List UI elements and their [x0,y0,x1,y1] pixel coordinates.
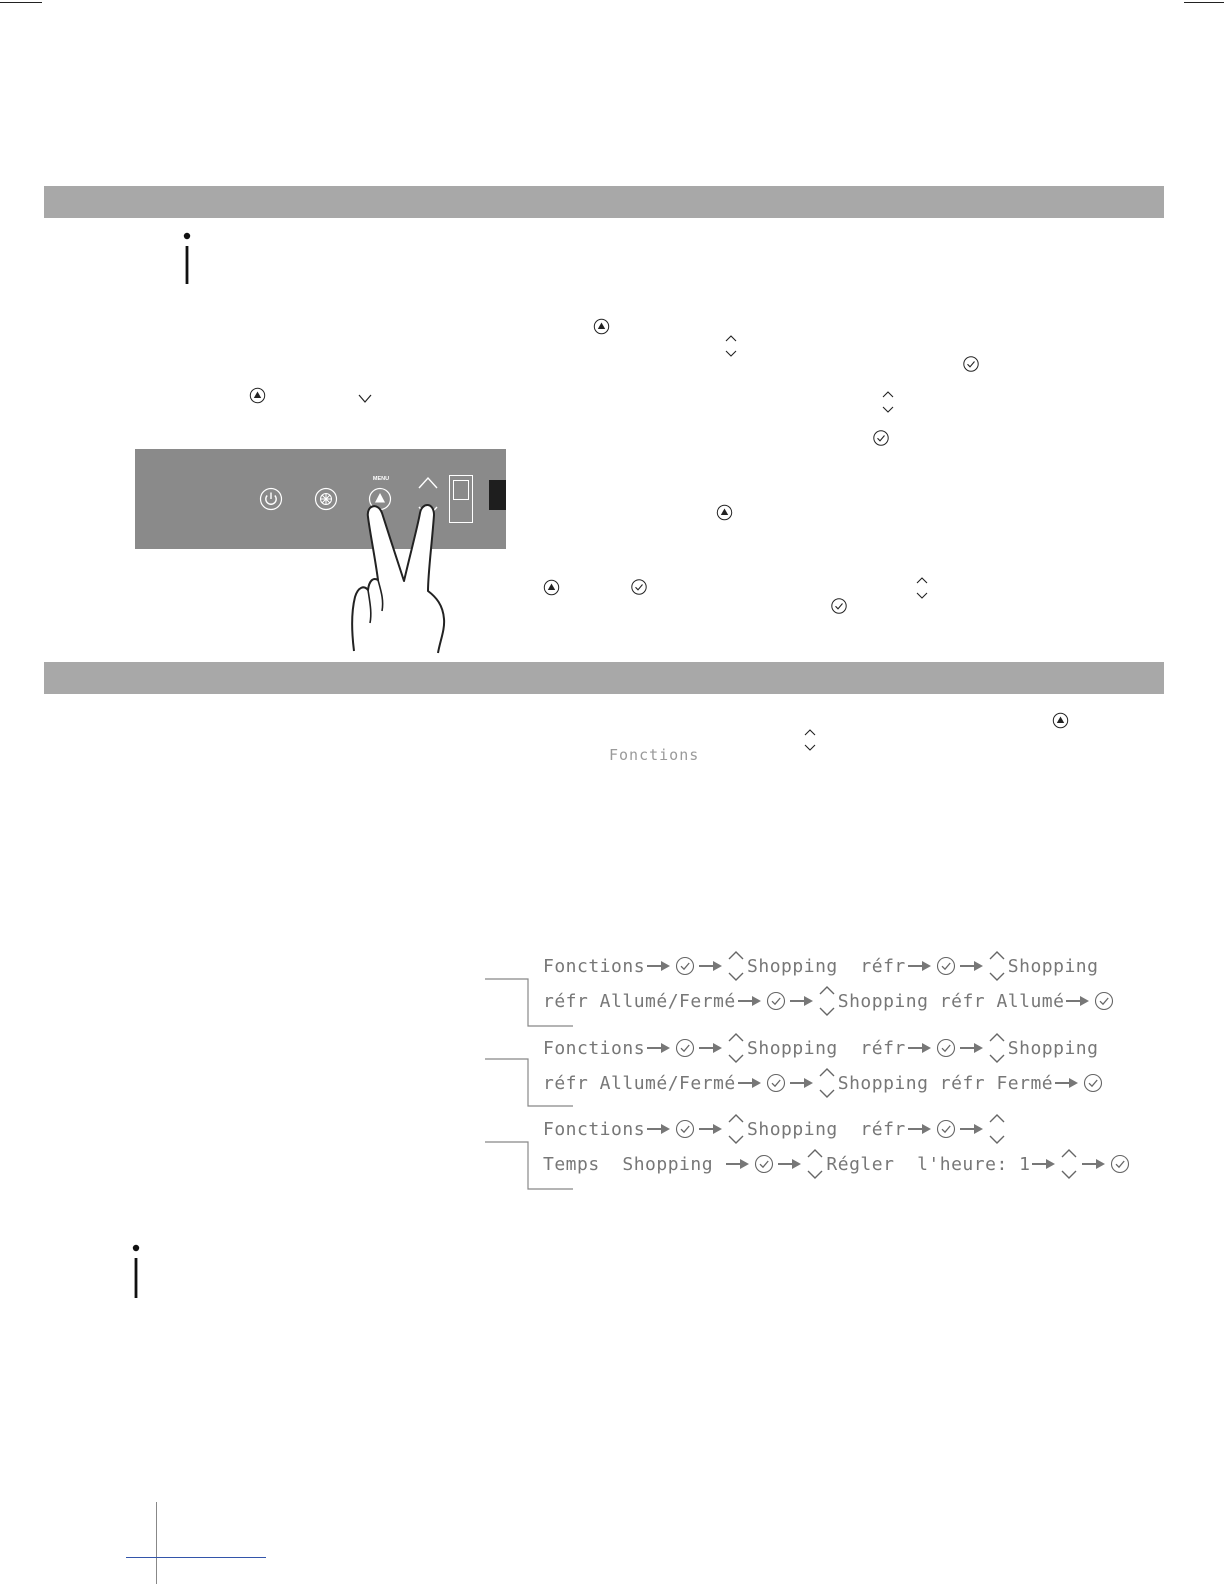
arrow-right-icon [908,1122,932,1136]
flow-line [543,1151,1132,1177]
check-circle-icon [1110,1154,1130,1174]
flow-step-text: Régler l'heure: 1 [826,1153,1031,1175]
up-down-chevron-icon [987,1112,1007,1146]
arrow-right-icon [647,1041,671,1055]
up-down-chevron-icon [802,728,818,752]
flow-step-text: Shopping [1007,955,1099,977]
flow-step-text: réfr Allumé/Fermé [543,990,736,1012]
flow-line [543,1035,1098,1061]
check-circle-icon [766,1073,786,1093]
check-circle-icon [630,578,648,596]
flow-step-text: Shopping réfr Fermé [837,1072,1054,1094]
menu-triangle-icon [716,504,733,521]
arrow-right-icon [960,1041,984,1055]
arrow-right-icon [1066,994,1090,1008]
up-down-chevron-icon [987,949,1007,983]
arrow-right-icon [738,994,762,1008]
check-circle-icon [936,1119,956,1139]
flow-line [543,1070,1105,1096]
flow-step-text: Fonctions [543,1037,646,1059]
up-down-chevron-icon [914,576,930,600]
arrow-right-icon [908,959,932,973]
check-circle-icon [1083,1073,1103,1093]
up-down-chevron-icon [987,1031,1007,1065]
arrow-right-icon [738,1076,762,1090]
arrow-right-icon [699,1041,723,1055]
check-circle-icon [754,1154,774,1174]
up-down-chevron-icon [726,949,746,983]
page-footer-vertical-rule [156,1502,157,1584]
check-circle-icon [962,355,980,373]
flow-line [543,1116,1008,1142]
menu-triangle-icon [593,318,610,335]
check-circle-icon [936,956,956,976]
check-circle-icon [675,956,695,976]
menu-triangle-icon [1052,712,1069,729]
info-icon [129,1244,143,1303]
arrow-right-icon [1082,1157,1106,1171]
arrow-right-icon [1032,1157,1056,1171]
arrow-right-icon [778,1157,802,1171]
check-circle-icon [1094,991,1114,1011]
check-circle-icon [675,1038,695,1058]
flow-step-text: Fonctions [543,1118,646,1140]
flow-line [543,953,1098,979]
flow-line [543,988,1116,1014]
flow-step-text: Shopping réfr [747,1037,906,1059]
menu-triangle-icon [249,387,266,404]
arrow-right-icon [960,1122,984,1136]
menu-triangle-icon [543,579,560,596]
arrow-right-icon [960,959,984,973]
info-icon [180,232,194,291]
up-down-chevron-icon [726,1031,746,1065]
fan-icon [314,487,338,511]
section-header-band [44,662,1164,694]
arrow-right-icon [647,1122,671,1136]
arrow-right-icon [699,1122,723,1136]
check-circle-icon [830,597,848,615]
flow-step-text: Fonctions [543,955,646,977]
flow-step-text: Shopping réfr [747,1118,906,1140]
hand-two-fingers-icon [348,485,458,655]
power-icon [259,487,283,511]
flow-step-text: Shopping réfr [747,955,906,977]
arrow-right-icon [790,1076,814,1090]
arrow-right-icon [790,994,814,1008]
arrow-right-icon [699,959,723,973]
up-down-chevron-icon [817,1066,837,1100]
menu-label: MENU [372,476,390,482]
arrow-right-icon [726,1157,750,1171]
check-circle-icon [766,991,786,1011]
flow-step-text: Shopping [1007,1037,1099,1059]
section-header-band [44,186,1164,218]
arrow-right-icon [908,1041,932,1055]
page-footer-underline [126,1557,266,1558]
panel-edge-block [489,480,506,510]
crop-mark-top-right [1184,2,1224,3]
up-down-chevron-icon [726,1112,746,1146]
check-circle-icon [675,1119,695,1139]
arrow-right-icon [1055,1076,1079,1090]
flow-step-text: réfr Allumé/Fermé [543,1072,736,1094]
arrow-right-icon [647,959,671,973]
flow-step-text: Shopping réfr Allumé [837,990,1065,1012]
crop-mark-top-left [0,2,42,3]
up-down-chevron-icon [817,984,837,1018]
up-down-chevron-icon [1059,1147,1079,1181]
check-circle-icon [936,1038,956,1058]
flow-step-text: Temps Shopping [543,1153,725,1175]
chevron-down-icon [357,392,373,406]
up-down-chevron-icon [805,1147,825,1181]
up-down-chevron-icon [880,390,896,414]
check-circle-icon [872,429,890,447]
display-text-fonctions: Fonctions [609,746,700,764]
up-down-chevron-icon [723,334,739,358]
